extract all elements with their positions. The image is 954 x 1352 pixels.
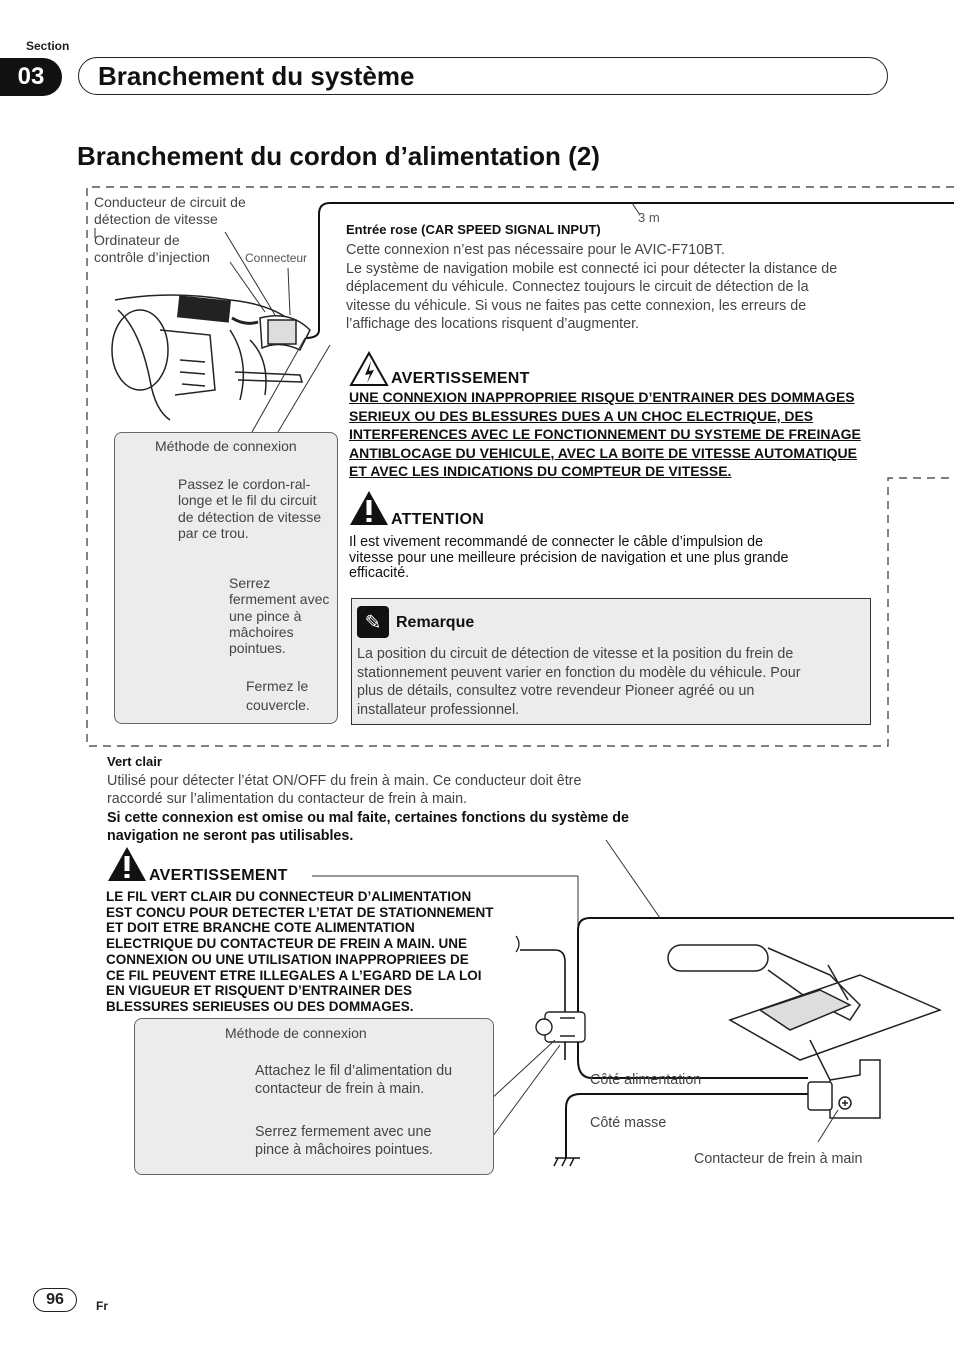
ground-icon <box>554 1158 580 1166</box>
pink-input-text <box>346 241 837 334</box>
text-line: CONNEXION OU UNE UTILISATION INAPPROPRIEES DE <box>106 951 469 967</box>
label-line: contrôle d’injection <box>94 249 210 265</box>
text-line: EST CONCU POUR DETECTER L’ETAT DE STATIONNEMENT <box>106 904 494 920</box>
text-line: Il est vivement recommandé de connecter le câble d’impulsion de <box>349 534 764 550</box>
label-line: détection de vitesse <box>94 211 218 227</box>
text-line: ELECTRIQUE DU CONTACTEUR DE FREIN A MAIN. UNE <box>106 936 467 952</box>
pencil-icon: ✎ <box>357 606 389 638</box>
speed-circuit-label <box>94 194 246 228</box>
text-line: La position du circuit de détection de vitesse et la position du frein de <box>357 646 794 662</box>
text-line: une pince à <box>229 607 302 624</box>
text-line: Le système de navigation mobile est connecté ici pour détecter la distance de <box>346 260 838 277</box>
text-line: l’affichage des locations risquent d’augmenter. <box>346 316 640 333</box>
method-title: Méthode de connexion <box>155 438 297 454</box>
text-line: LE FIL VERT CLAIR DU CONNECTEUR D’ALIMENTATION <box>106 889 472 904</box>
method-title: Méthode de connexion <box>225 1025 367 1041</box>
method-step3-text <box>246 677 310 715</box>
text-line: longe et le fil du circuit <box>178 492 317 509</box>
cable-length-label: 3 m <box>638 210 660 225</box>
text-line: déplacement du véhicule. Connectez toujours le circuit de détection de la <box>346 279 809 296</box>
text-line: Passez le cordon-ral- <box>178 476 311 492</box>
warning-title: AVERTISSEMENT <box>391 370 530 387</box>
handbrake-illustration <box>668 945 940 1080</box>
connector-label: Connecteur <box>245 251 308 265</box>
pink-input-title: Entrée rose (CAR SPEED SIGNAL INPUT) <box>346 222 601 237</box>
method-step1-text <box>178 476 321 541</box>
brake-switch-label: Contacteur de frein à main <box>694 1151 863 1167</box>
label-line: Ordinateur de <box>94 232 180 248</box>
attention-title: ATTENTION <box>391 511 485 528</box>
splice-connector-icon <box>536 1012 585 1042</box>
text-line: stationnement peuvent varier en fonction du modèle du véhicule. Pour <box>357 664 801 681</box>
text-line: par ce trou. <box>178 524 249 541</box>
method-step1-text <box>255 1063 452 1098</box>
text-line: pince à mâchoires pointues. <box>255 1141 434 1158</box>
text-line: contacteur de frein à main. <box>255 1080 425 1097</box>
method-step2-text <box>229 575 329 656</box>
section-title: Branchement du système <box>98 61 415 91</box>
warning-text <box>106 889 494 1015</box>
text-line: EN VIGUEUR ET RISQUENT D’ENTRAINER DES <box>106 983 413 999</box>
light-green-title: Vert clair <box>107 754 162 769</box>
text-line: CE FIL PEUVENT ETRE ILLEGALES A L’EGARD DE LA LOI <box>106 967 482 983</box>
text-line: Utilisé pour détecter l’état ON/OFF du frein à main. Ce conducteur doit être <box>107 773 582 789</box>
text-line: BLESSURES SERIEUSES OU DES DOMMAGES. <box>106 998 414 1014</box>
label-line: Conducteur de circuit de <box>94 194 246 210</box>
page-number: 96 <box>33 1288 77 1312</box>
text-line: Serrez fermement avec une <box>255 1124 432 1140</box>
caution-icon <box>107 846 147 882</box>
text-line: Serrez <box>229 575 271 591</box>
text-line: ET DOIT ETRE BRANCHE COTE ALIMENTATION <box>106 920 415 936</box>
text-line: pointues. <box>229 640 286 657</box>
text-line: vitesse pour une meilleure précision de navigation et une plus grande <box>349 549 789 566</box>
text-line: navigation ne seront pas utilisables. <box>107 828 354 844</box>
injection-computer-label <box>94 232 210 266</box>
text-line: couvercle. <box>246 697 310 713</box>
method-step2-text <box>255 1124 433 1159</box>
section-number-badge: 03 <box>0 58 62 96</box>
text-line: efficacité. <box>349 565 410 581</box>
text-line: SERIEUX OU DES BLESSURES DUES A UN CHOC ELECTRIQUE, DES <box>349 407 814 424</box>
text-line: UNE CONNEXION INAPPROPRIEE RISQUE D’ENTRAINER DES DOMMAGES <box>349 389 855 405</box>
text-line: mâchoires <box>229 623 294 640</box>
warning-text <box>349 388 861 481</box>
text-line: de détection de vitesse <box>178 508 322 525</box>
electric-warning-icon <box>349 351 389 387</box>
ground-side-label: Côté masse <box>590 1115 667 1131</box>
text-line: Fermez le <box>246 678 309 694</box>
warning-title: AVERTISSEMENT <box>149 867 288 884</box>
text-line: ET AVEC LES INDICATIONS DU COMPTEUR DE VITESSE. <box>349 463 732 479</box>
power-side-label: Côté alimentation <box>590 1072 702 1088</box>
text-line: raccordé sur l’alimentation du contacteur de frein à main. <box>107 791 467 807</box>
text-line: plus de détails, consultez votre revendeur Pioneer agréé ou un <box>357 683 755 700</box>
section-label: Section <box>26 39 70 53</box>
text-line: Attachez le fil d’alimentation du <box>255 1063 453 1079</box>
caution-icon <box>349 490 389 526</box>
text-line: installateur professionnel. <box>357 702 520 719</box>
attention-text <box>349 535 789 582</box>
page-title: Branchement du cordon d’alimentation (2) <box>77 141 600 171</box>
text-line: Cette connexion n’est pas nécessaire pour le AVIC-F710BT. <box>346 242 725 258</box>
light-green-text <box>107 772 581 808</box>
light-green-bold-text <box>107 809 629 845</box>
note-text <box>357 645 800 720</box>
text-line: vitesse du véhicule. Si vous ne faites pas cette connexion, les erreurs de <box>346 297 807 314</box>
text-line: fermement avec <box>229 591 330 608</box>
text-line: Si cette connexion est omise ou mal faite, certaines fonctions du système de <box>107 810 629 826</box>
language-label: Fr <box>96 1299 108 1313</box>
text-line: ANTIBLOCAGE DU VEHICULE, AVEC LA BOITE DE VITESSE AUTOMATIQUE <box>349 444 857 461</box>
text-line: INTERFERENCES AVEC LE FONCTIONNEMENT DU SYSTEME DE FREINAGE <box>349 426 861 442</box>
note-title: Remarque <box>396 614 475 631</box>
brake-switch-icon <box>808 1060 880 1118</box>
